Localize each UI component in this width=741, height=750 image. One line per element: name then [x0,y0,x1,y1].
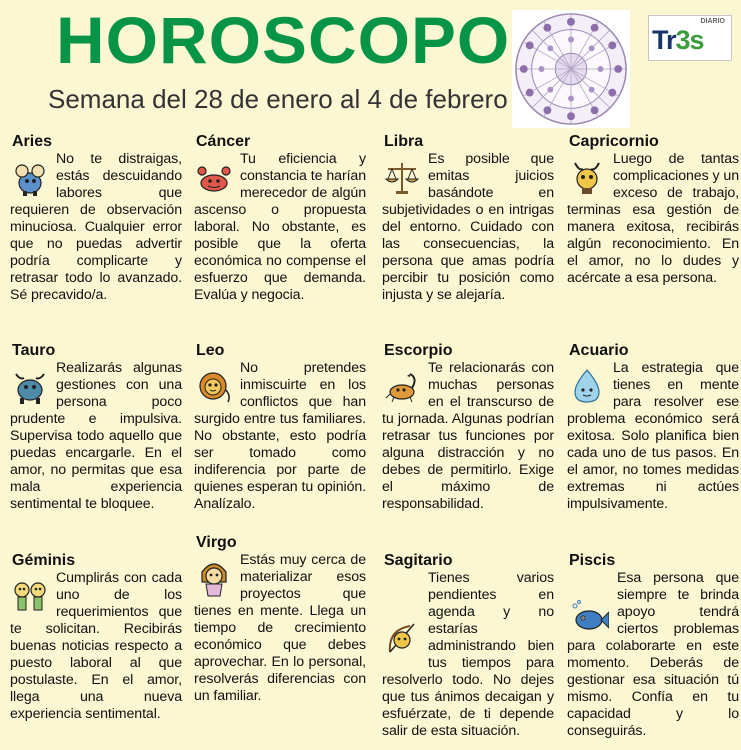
sign-leo [194,341,366,513]
sign-piscis [567,551,739,740]
capricorn-goat-icon [569,157,605,197]
pisces-fish-icon [569,596,609,636]
header [0,0,741,130]
sign-text: Esa persona que siempre te brinda apoyo tendrá ciertos problemas para colaborarte en este momento. Deberás de gestionar esa situación tú mismo. Confía en tu capacidad y lo conseguirás. [567,570,739,739]
sign-tauro [10,341,182,513]
sign-text: Luego de tantas complicaciones y un exceso de trabajo, terminas esa gestión de manera exitosa, recibirás algún reconocimiento. En el amor, no lo dudes y acércate a esa persona. [567,151,739,286]
sign-name: Piscis [569,552,616,569]
sign-text: La estrategia que tienes en mente para resolver ese problema económico será exitosa. Solo planifica bien cada uno de tus pasos. En el amor, no tomes medidas extremas ni actúes impulsivamente. [567,360,739,512]
sign-text: Tu eficiencia y constancia te harían merecedor de algún ascenso o propuesta laboral. No obstante, es posible que la oferta económica no compense el esfuerzo que demanda. Evalúa y negocia. [194,151,366,303]
sign-name: Cáncer [196,133,251,150]
libra-scales-icon [384,157,420,197]
sign-text: No te distraigas, estás descuidando labores que requieren de observación minuciosa. Cualquier error que no puedas advertir podría complicarte y retrasar todo lo avanzado. Sé precavido/a. [10,151,182,303]
sign-name: Sagitario [384,552,453,569]
logo-brand-b: 3s [675,25,704,55]
sign-name: Tauro [12,342,56,359]
zodiac-wheel-icon [512,10,630,128]
sign-text: Estás muy cerca de materializar esos proyectos que tienes en mente. Llega un tiempo de crecimiento económico que debes aprovechar. En lo personal, resolverás diferencias con un familiar. [194,552,366,704]
sign-libra [382,132,554,304]
sign-name: Géminis [12,552,76,569]
logo-diario-text: DIARIO [700,18,725,25]
logo-brand [652,25,704,56]
sign-sagitario [382,551,554,740]
sign-text: Cumplirás con cada uno de los requerimientos que te solicitan. Recibirás buenas noticias respecto a puesto laboral al que postulaste. En el amor, llega una nueva experiencia sentimental. [10,570,182,722]
sign-text: Realizarás algunas gestiones con una persona poco prudente e impulsiva. Supervisa todo aquello que puedas encargarle. En el amor, no permitas que esa mala experiencia sentimental te bloquee. [10,360,182,512]
sign-aries [10,132,182,304]
sign-name: Virgo [196,534,237,551]
sign-name: Escorpio [384,342,453,359]
sign-virgo [194,533,366,705]
sign-name: Acuario [569,342,629,359]
sign-text: Tienes varios pendientes en agenda y no estarías administrando bien tus tiempos para resolverlo todo. No dejes que tus ánimos decaigan y esfuérzate, de ti depende salir de esta situación. [382,570,554,739]
aquarius-water-icon [569,366,605,406]
gemini-twins-icon [12,576,48,616]
diario-tres-logo [648,15,732,61]
sign-name: Aries [12,133,53,150]
sign-acuario [567,341,739,513]
logo-brand-a: Tr [652,25,676,55]
sign-geminis [10,551,182,723]
virgo-maiden-icon [196,558,232,598]
sign-name: Capricornio [569,133,659,150]
sign-cancer [194,132,366,304]
sign-escorpio [382,341,554,513]
cancer-crab-icon [196,157,232,197]
sagittarius-archer-icon [384,618,420,658]
sign-capricornio [567,132,739,287]
sign-name: Libra [384,133,424,150]
page-subtitle: Semana del 28 de enero al 4 de febrero [48,84,508,114]
aries-ram-icon [12,157,48,197]
scorpio-scorpion-icon [384,366,420,406]
sign-text: No pretendes inmiscuirte en los conflictos que han surgido entre tus familiares. No obstante, esto podría ser tomado como indiferencia por parte de quienes esperan tu opinión. Analízalo. [194,360,366,512]
sign-text: Es posible que emitas juicios basándote en subjetividades o en intrigas del entorno. Cuidado con las consecuencias, la persona que amas podría percibir tu posición como injusta y se alejaría. [382,151,554,303]
page-title: HOROSCOPO [56,3,511,77]
sign-text: Te relacionarás con muchas personas en el transcurso de tu jornada. Algunas podrían retrasar tus funciones por alguna distracción y no debes de permitirlo. Exige el máximo de responsabilidad. [382,360,554,512]
taurus-bull-icon [12,366,48,406]
sign-name: Leo [196,342,225,359]
leo-lion-icon [196,366,232,406]
